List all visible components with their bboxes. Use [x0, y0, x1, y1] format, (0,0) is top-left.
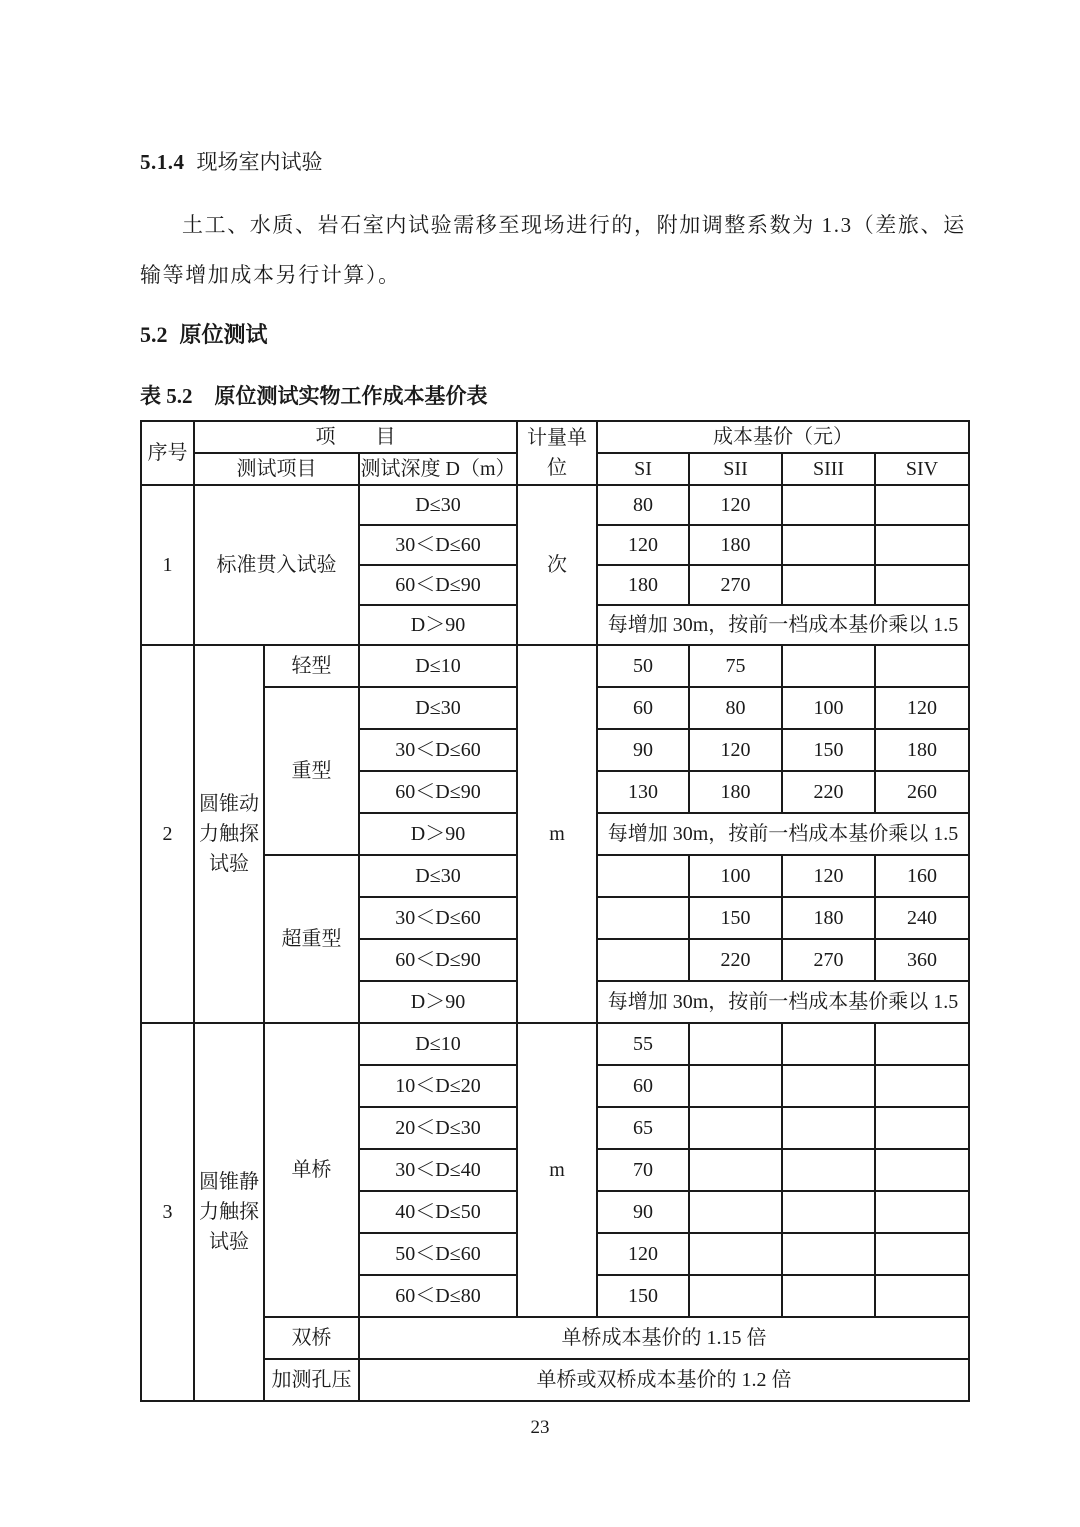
cell-price	[875, 1107, 969, 1149]
cell-price	[875, 1191, 969, 1233]
cell-price	[597, 897, 689, 939]
cell-type: 轻型	[264, 645, 359, 687]
section-number: 5.1.4	[140, 150, 185, 174]
cell-unit: m	[517, 645, 597, 1023]
cell-price: 60	[597, 687, 689, 729]
cell-price	[689, 1191, 782, 1233]
header-unit: 计量单位	[517, 421, 597, 485]
cell-rule-text: 单桥成本基价的 1.15 倍	[359, 1317, 969, 1359]
header-grade-sii: SII	[689, 453, 782, 485]
cell-rule-text: 单桥或双桥成本基价的 1.2 倍	[359, 1359, 969, 1401]
cell-price: 120	[597, 1233, 689, 1275]
section-heading-5-2	[140, 320, 968, 350]
cell-depth: D＞90	[359, 813, 517, 855]
document-content	[140, 148, 968, 1402]
cell-type: 重型	[264, 687, 359, 855]
paragraph-line: 输等增加成本另行计算）。	[140, 263, 401, 287]
cell-price	[782, 1233, 875, 1275]
page-number: 23	[530, 1417, 550, 1438]
header-grade-siii: SIII	[782, 453, 875, 485]
cell-depth: D≤10	[359, 645, 517, 687]
cell-seq: 3	[141, 1023, 194, 1401]
cell-price	[782, 1065, 875, 1107]
table-caption	[140, 380, 968, 410]
cell-seq: 2	[141, 645, 194, 1023]
cell-price: 120	[689, 729, 782, 771]
cell-note: 每增加 30m，按前一档成本基价乘以 1.5	[597, 605, 969, 645]
cell-price: 130	[597, 771, 689, 813]
cell-price	[875, 645, 969, 687]
cell-price	[782, 1275, 875, 1317]
table-caption-title: 原位测试实物工作成本基价表	[214, 384, 488, 408]
cell-price	[782, 525, 875, 565]
cell-price: 220	[689, 939, 782, 981]
cell-price: 65	[597, 1107, 689, 1149]
cell-price	[597, 855, 689, 897]
cell-price: 180	[597, 565, 689, 605]
body-paragraph	[140, 200, 968, 300]
cell-price: 70	[597, 1149, 689, 1191]
header-seq: 序号	[141, 421, 194, 485]
cell-price: 75	[689, 645, 782, 687]
cell-price: 360	[875, 939, 969, 981]
cell-price: 120	[875, 687, 969, 729]
cell-price	[782, 1023, 875, 1065]
cell-price	[782, 1149, 875, 1191]
section-title: 现场室内试验	[196, 150, 323, 174]
cell-price: 120	[597, 525, 689, 565]
cell-depth: 60＜D≤80	[359, 1275, 517, 1317]
cell-test-name: 圆锥静力触探试验	[194, 1023, 264, 1401]
cell-price: 100	[782, 687, 875, 729]
cell-price	[689, 1023, 782, 1065]
header-test-item: 测试项目	[194, 453, 359, 485]
cell-price: 90	[597, 1191, 689, 1233]
cell-price: 150	[597, 1275, 689, 1317]
cell-price	[597, 939, 689, 981]
cell-price: 240	[875, 897, 969, 939]
header-project: 项 目	[194, 421, 517, 453]
cell-depth: 40＜D≤50	[359, 1191, 517, 1233]
cell-unit: 次	[517, 485, 597, 645]
cell-price	[875, 1233, 969, 1275]
cell-depth: 60＜D≤90	[359, 565, 517, 605]
header-grade-siv: SIV	[875, 453, 969, 485]
cell-price	[782, 485, 875, 525]
cell-price: 150	[689, 897, 782, 939]
cell-price	[782, 565, 875, 605]
cell-test-name: 标准贯入试验	[194, 485, 359, 645]
cell-price	[875, 1065, 969, 1107]
cell-price: 270	[782, 939, 875, 981]
header-cost: 成本基价（元）	[597, 421, 969, 453]
cell-type: 双桥	[264, 1317, 359, 1359]
cell-price: 120	[689, 485, 782, 525]
cell-depth: 60＜D≤90	[359, 939, 517, 981]
cell-price: 100	[689, 855, 782, 897]
cell-price	[689, 1065, 782, 1107]
cell-price: 220	[782, 771, 875, 813]
header-grade-si: SI	[597, 453, 689, 485]
cell-price	[875, 485, 969, 525]
cell-price	[689, 1275, 782, 1317]
cell-depth: 30＜D≤60	[359, 897, 517, 939]
cell-price	[875, 1275, 969, 1317]
cell-note: 每增加 30m，按前一档成本基价乘以 1.5	[597, 981, 969, 1023]
cell-type: 加测孔压	[264, 1359, 359, 1401]
header-test-depth: 测试深度 D（m）	[359, 453, 517, 485]
cell-depth: D＞90	[359, 605, 517, 645]
cell-price: 180	[689, 525, 782, 565]
cell-price: 60	[597, 1065, 689, 1107]
cell-price	[875, 565, 969, 605]
cell-depth: D≤30	[359, 855, 517, 897]
cell-price	[689, 1233, 782, 1275]
cell-price: 180	[875, 729, 969, 771]
cell-price	[782, 645, 875, 687]
cell-price: 150	[782, 729, 875, 771]
cell-depth: 50＜D≤60	[359, 1233, 517, 1275]
cell-depth: D≤10	[359, 1023, 517, 1065]
cell-depth: 30＜D≤40	[359, 1149, 517, 1191]
cell-price	[875, 525, 969, 565]
cell-depth: 60＜D≤90	[359, 771, 517, 813]
cell-price: 55	[597, 1023, 689, 1065]
cell-test-name: 圆锥动力触探试验	[194, 645, 264, 1023]
cell-price: 50	[597, 645, 689, 687]
cell-price	[689, 1149, 782, 1191]
cell-price: 180	[689, 771, 782, 813]
cell-depth: D≤30	[359, 485, 517, 525]
cell-seq: 1	[141, 485, 194, 645]
cell-price	[875, 1023, 969, 1065]
cell-price	[875, 1149, 969, 1191]
cell-price: 80	[689, 687, 782, 729]
cell-depth: 30＜D≤60	[359, 729, 517, 771]
cell-depth: D≤30	[359, 687, 517, 729]
cell-unit: m	[517, 1023, 597, 1317]
section-heading-5-1-4	[140, 148, 968, 176]
cell-price: 90	[597, 729, 689, 771]
cost-base-price-table	[140, 420, 970, 1402]
section-number: 5.2	[140, 322, 168, 347]
cell-note: 每增加 30m，按前一档成本基价乘以 1.5	[597, 813, 969, 855]
cell-price: 80	[597, 485, 689, 525]
cell-price	[782, 1107, 875, 1149]
cell-price	[782, 1191, 875, 1233]
cell-depth: D＞90	[359, 981, 517, 1023]
cell-price: 160	[875, 855, 969, 897]
cell-depth: 30＜D≤60	[359, 525, 517, 565]
section-title: 原位测试	[179, 322, 268, 347]
paragraph-line: 土工、水质、岩石室内试验需移至现场进行的，附加调整系数为 1.3（差旅、运	[182, 213, 966, 237]
cell-depth: 10＜D≤20	[359, 1065, 517, 1107]
cell-price: 260	[875, 771, 969, 813]
cell-type: 超重型	[264, 855, 359, 1023]
cell-type: 单桥	[264, 1023, 359, 1317]
table-caption-label: 表 5.2	[140, 384, 193, 408]
cell-price: 120	[782, 855, 875, 897]
cell-price	[689, 1107, 782, 1149]
cell-depth: 20＜D≤30	[359, 1107, 517, 1149]
cell-price: 180	[782, 897, 875, 939]
cell-price: 270	[689, 565, 782, 605]
